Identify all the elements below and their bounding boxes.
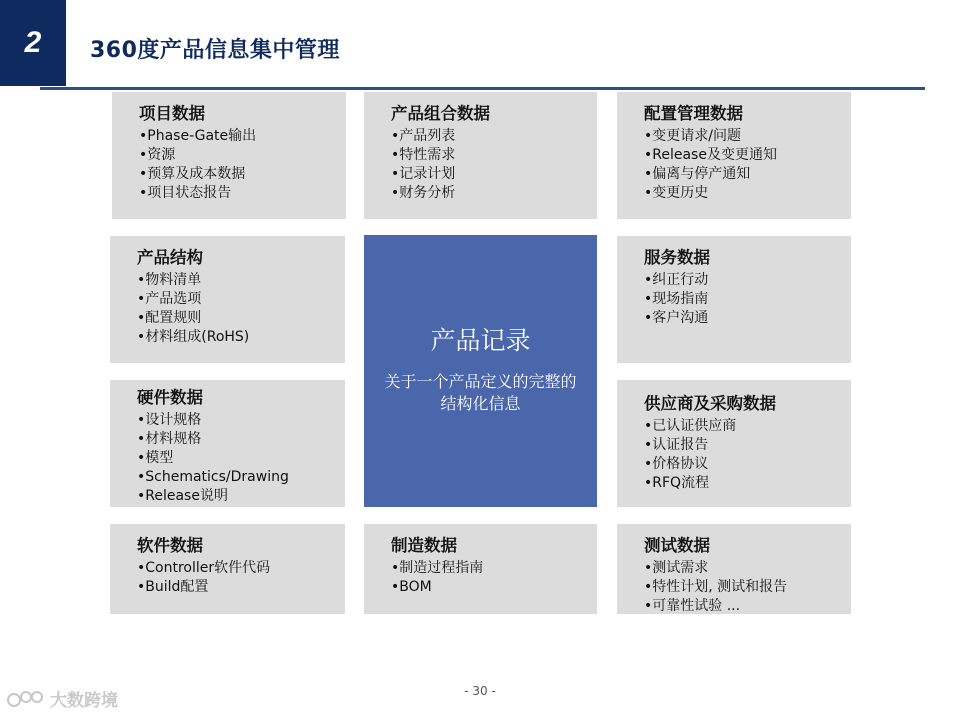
list-item: • 配置规则 (137, 309, 335, 328)
list-item: • Controller软件代码 (137, 559, 335, 578)
box-software-data (110, 524, 345, 614)
section-number-badge: 2 (0, 0, 66, 86)
list-item: • RFQ流程 (644, 474, 841, 493)
box-list (391, 559, 587, 597)
list-item: • Phase-Gate输出 (139, 127, 336, 146)
box-title: 配置管理数据 (644, 104, 743, 123)
list-item: • 材料规格 (137, 430, 335, 449)
center-title: 产品记录 (430, 326, 531, 355)
list-item: • 价格协议 (644, 455, 841, 474)
list-item: • Build配置 (137, 578, 335, 597)
list-item: • 现场指南 (644, 290, 841, 309)
list-item: • 设计规格 (137, 411, 335, 430)
list-item: • 变更请求/问题 (644, 127, 841, 146)
box-list (137, 559, 335, 597)
box-list (644, 417, 841, 493)
box-list (644, 127, 841, 203)
box-list (391, 127, 587, 203)
list-item: • 记录计划 (391, 165, 587, 184)
list-item: • Schematics/Drawing (137, 468, 335, 487)
box-supplier-data (617, 380, 851, 507)
list-item: • 认证报告 (644, 436, 841, 455)
box-list (644, 559, 841, 616)
list-item: • 偏离与停产通知 (644, 165, 841, 184)
box-product-structure (110, 236, 345, 363)
list-item: • 资源 (139, 146, 336, 165)
page-title: 360度产品信息集中管理 (90, 38, 340, 63)
box-title: 产品结构 (137, 248, 203, 267)
page-number: - 30 - (464, 684, 496, 698)
list-item: • 测试需求 (644, 559, 841, 578)
list-item: • 可靠性试验 ... (644, 597, 841, 616)
list-item: • 特性计划, 测试和报告 (644, 578, 841, 597)
box-title: 产品组合数据 (391, 104, 490, 123)
list-item: • 材料组成(RoHS) (137, 328, 335, 347)
box-testing-data (617, 524, 851, 614)
box-hardware-data (110, 380, 345, 507)
watermark (6, 686, 118, 711)
list-item: • 产品选项 (137, 290, 335, 309)
box-title: 供应商及采购数据 (644, 394, 776, 413)
box-list (137, 271, 335, 347)
box-project-data (112, 92, 346, 219)
list-item: • 项目状态报告 (139, 184, 336, 203)
box-list (137, 411, 335, 506)
box-config-data (617, 92, 851, 219)
list-item: • 物料清单 (137, 271, 335, 290)
list-item: • BOM (391, 578, 587, 597)
box-manufacturing-data (364, 524, 597, 614)
list-item: • Release说明 (137, 487, 335, 506)
list-item: • 已认证供应商 (644, 417, 841, 436)
list-item: • 客户沟通 (644, 309, 841, 328)
box-list (139, 127, 336, 203)
title-divider (40, 87, 925, 90)
list-item: • 产品列表 (391, 127, 587, 146)
list-item: • 纠正行动 (644, 271, 841, 290)
box-title: 软件数据 (137, 536, 203, 555)
product-record-center (364, 235, 597, 507)
box-title: 硬件数据 (137, 388, 203, 407)
box-title: 服务数据 (644, 248, 710, 267)
list-item: • 变更历史 (644, 184, 841, 203)
list-item: • Release及变更通知 (644, 146, 841, 165)
box-title: 项目数据 (139, 104, 205, 123)
list-item: • 预算及成本数据 (139, 165, 336, 184)
list-item: • 制造过程指南 (391, 559, 587, 578)
center-subtitle: 关于一个产品定义的完整的结构化信息 (384, 372, 577, 413)
watermark-text: 大数跨境 (50, 691, 118, 711)
list-item: • 模型 (137, 449, 335, 468)
list-item: • 财务分析 (391, 184, 587, 203)
box-service-data (617, 236, 851, 363)
watermark-logo-icon (6, 689, 46, 709)
list-item: • 特性需求 (391, 146, 587, 165)
box-title: 制造数据 (391, 536, 457, 555)
box-list (644, 271, 841, 328)
box-title: 测试数据 (644, 536, 710, 555)
box-portfolio-data (364, 92, 597, 219)
